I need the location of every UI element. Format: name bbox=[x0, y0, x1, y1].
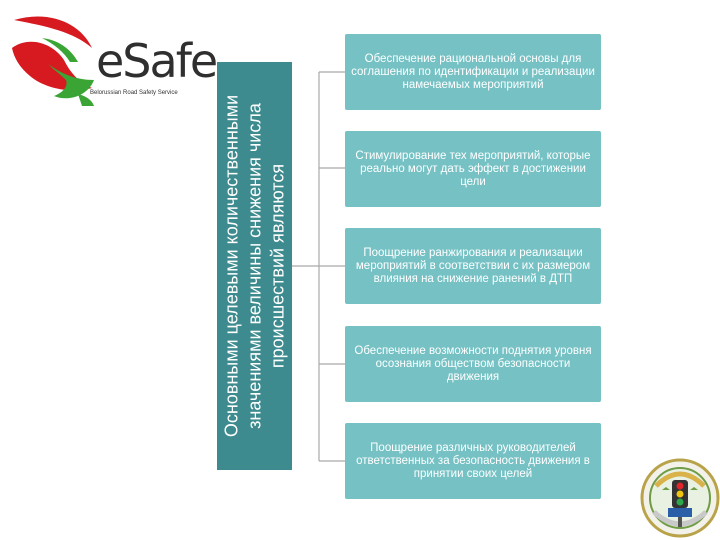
goal-item-4: Обеспечение возможности поднятия уровня осознания обществом безопасности движения bbox=[345, 326, 601, 402]
goal-item-1: Обеспечение рациональной основы для соглашения по идентификации и реализации намечаемых мероприятий bbox=[345, 34, 601, 110]
root-goal-text: Основными целевыми количественными значениями величины снижения числа происшествий являются bbox=[221, 94, 287, 438]
goal-item-3: Поощрение ранжирования и реализации мероприятий в соответствии с их размером влияния на снижение ранений в ДТП bbox=[345, 228, 601, 304]
logo-wordmark: eSafe bbox=[96, 34, 217, 88]
goal-item-2: Стимулирование тех мероприятий, которые реально могут дать эффект в достижении цели bbox=[345, 131, 601, 207]
logo-tagline: Belorussian Road Safety Service bbox=[90, 90, 178, 96]
traffic-light-emblem-icon bbox=[640, 456, 720, 540]
root-goal-box bbox=[217, 62, 292, 470]
goal-item-5: Поощрение различных руководителей ответственных за безопасность движения в принятии своих целей bbox=[345, 423, 601, 499]
